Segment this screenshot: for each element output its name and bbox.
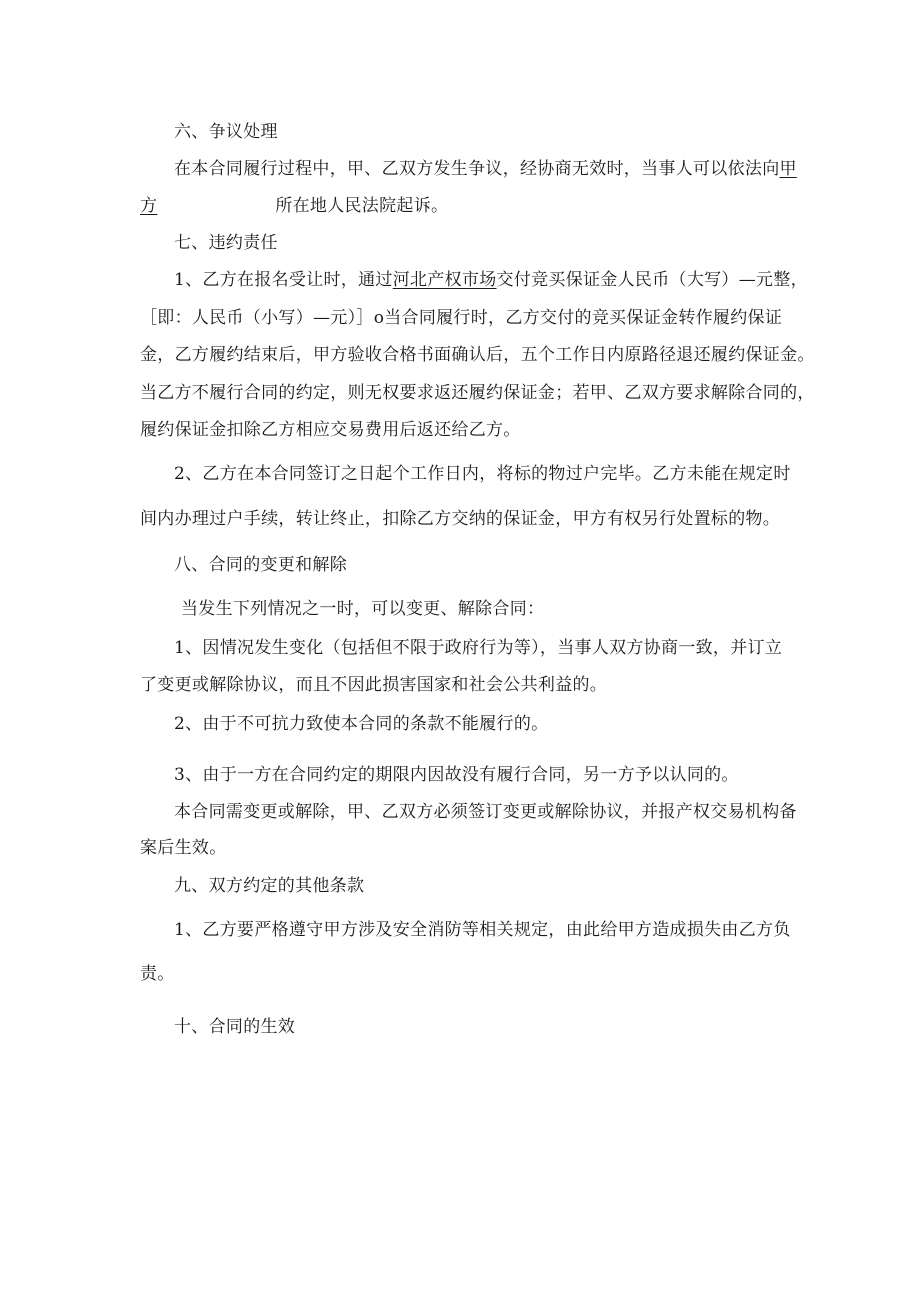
paragraph-line: 间内办理过户手续，转让终止，扣除乙方交纳的保证金，甲方有权另行处置标的物。 (140, 509, 781, 529)
paragraph-line (140, 194, 448, 218)
section-heading-9: 九、双方约定的其他条款 (174, 876, 365, 896)
paragraph-line: 责。 (140, 964, 175, 984)
paragraph-line: 金，乙方履约结束后，甲方验收合格书面确认后，五个工作日内原路径退还履约保证金。 (140, 345, 815, 365)
underlined-field: 甲 (779, 159, 797, 179)
section-heading-8: 八、合同的变更和解除 (174, 555, 347, 575)
paragraph-line: 2、乙方在本合同签订之日起个工作日内，将标的物过户完毕。乙方未能在规定时 (174, 464, 791, 484)
section-heading-6: 六、争议处理 (174, 122, 278, 142)
paragraph-line (174, 157, 797, 181)
paragraph-line: 当乙方不履行合同的约定，则无权要求返还履约保证金；若甲、乙双方要求解除合同的， (140, 383, 815, 403)
paragraph-line: 当发生下列情况之一时，可以变更、解除合同： (181, 599, 545, 619)
paragraph-line: 2、由于不可抗力致使本合同的条款不能履行的。 (174, 714, 549, 734)
paragraph-line: ［即：人民币（小写）—元）］o当合同履行时，乙方交付的竞买保证金转作履约保证 (140, 308, 783, 328)
paragraph-line: 案后生效。 (140, 838, 227, 858)
underlined-field: 河北产权市场 (392, 270, 497, 290)
text-span: 交付竞买保证金人民币（大写）—元整， (496, 270, 808, 290)
paragraph-line: 1、乙方要严格遵守甲方涉及安全消防等相关规定，由此给甲方造成损失由乙方负 (174, 920, 791, 940)
paragraph-line: 了变更或解除协议，而且不因此损害国家和社会公共利益的。 (140, 675, 608, 695)
section-heading-10: 十、合同的生效 (174, 1017, 296, 1037)
paragraph-line: 3、由于一方在合同约定的期限内因故没有履行合同，另一方予以认同的。 (174, 765, 739, 785)
text-span: 1、乙方在报名受让时，通过 (174, 270, 393, 290)
text-span: 所在地人民法院起诉。 (275, 196, 449, 216)
paragraph-line: 本合同需变更或解除，甲、乙双方必须签订变更或解除协议，并报产权交易机构备 (174, 802, 797, 822)
paragraph-line: 履约保证金扣除乙方相应交易费用后返还给乙方。 (140, 420, 521, 440)
underlined-field: 方 (140, 196, 158, 216)
text-span: 在本合同履行过程中，甲、乙双方发生争议，经协商无效时，当事人可以依法向 (174, 159, 780, 179)
paragraph-line (174, 268, 808, 292)
paragraph-line: 1、因情况发生变化（包括但不限于政府行为等），当事人双方协商一致，并订立 (174, 638, 783, 658)
section-heading-7: 七、违约责任 (174, 233, 278, 253)
